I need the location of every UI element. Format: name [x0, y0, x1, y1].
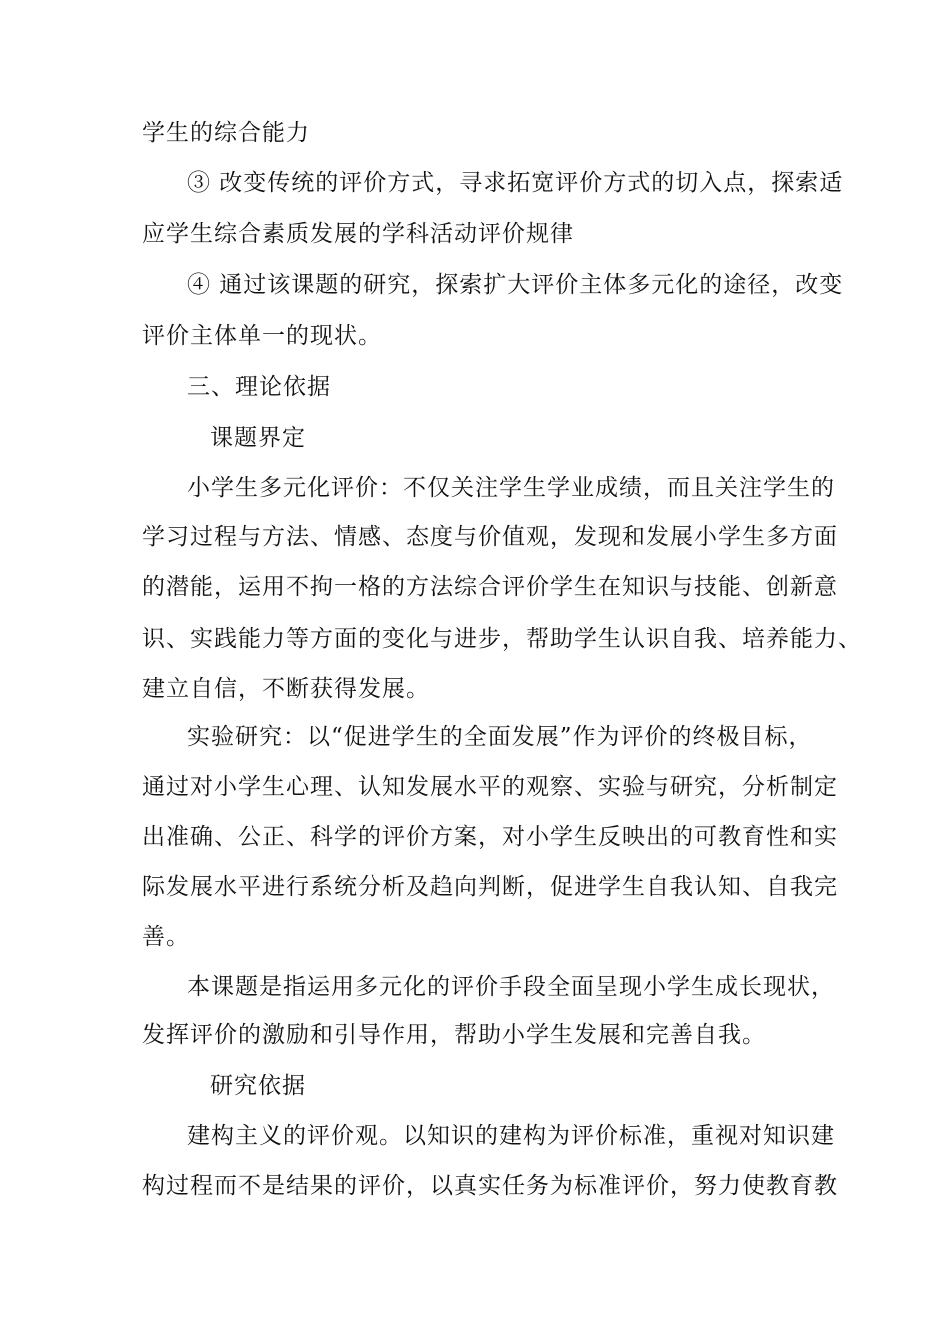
- text-line: ④ 通过该课题的研究，探索扩大评价主体多元化的途径，改变: [187, 272, 844, 298]
- text-line: 小学生多元化评价：不仅关注学生学业成绩，而且关注学生的: [187, 475, 835, 501]
- text-line: 的潜能，运用不拘一格的方法综合评价学生在知识与技能、创新意: [142, 574, 838, 600]
- section-heading: 三、理论依据: [187, 374, 331, 400]
- text-line: 实验研究：以“促进学生的全面发展”作为评价的终极目标，: [187, 724, 813, 750]
- text-line: 际发展水平进行系统分析及趋向判断，促进学生自我认知、自我完: [142, 874, 838, 900]
- text-line: 构过程而不是结果的评价，以真实任务为标准评价，努力使教育教: [142, 1173, 838, 1199]
- subsection-heading: 课题界定: [210, 425, 306, 451]
- text-line: 本课题是指运用多元化的评价手段全面呈现小学生成长现状，: [187, 974, 835, 1000]
- text-line: 识、实践能力等方面的变化与进步，帮助学生认识自我、培养能力、: [142, 626, 862, 652]
- text-line: 出准确、公正、科学的评价方案，对小学生反映出的可教育性和实: [142, 824, 838, 850]
- text-line: 发挥评价的激励和引导作用，帮助小学生发展和完善自我。: [142, 1022, 766, 1048]
- text-line: 评价主体单一的现状。: [142, 323, 382, 349]
- text-line: 通过对小学生心理、认知发展水平的观察、实验与研究，分析制定: [142, 774, 838, 800]
- text-line: 建构主义的评价观。以知识的建构为评价标准，重视对知识建: [187, 1123, 835, 1149]
- text-line: 应学生综合素质发展的学科活动评价规律: [142, 221, 574, 247]
- text-line: 善。: [142, 924, 190, 950]
- text-line: ③ 改变传统的评价方式，寻求拓宽评价方式的切入点，探索适: [187, 170, 844, 196]
- text-line: 学生的综合能力: [142, 120, 310, 146]
- subsection-heading: 研究依据: [210, 1073, 306, 1099]
- text-line: 建立自信，不断获得发展。: [142, 676, 430, 702]
- text-line: 学习过程与方法、情感、态度与价值观，发现和发展小学生多方面: [142, 524, 838, 550]
